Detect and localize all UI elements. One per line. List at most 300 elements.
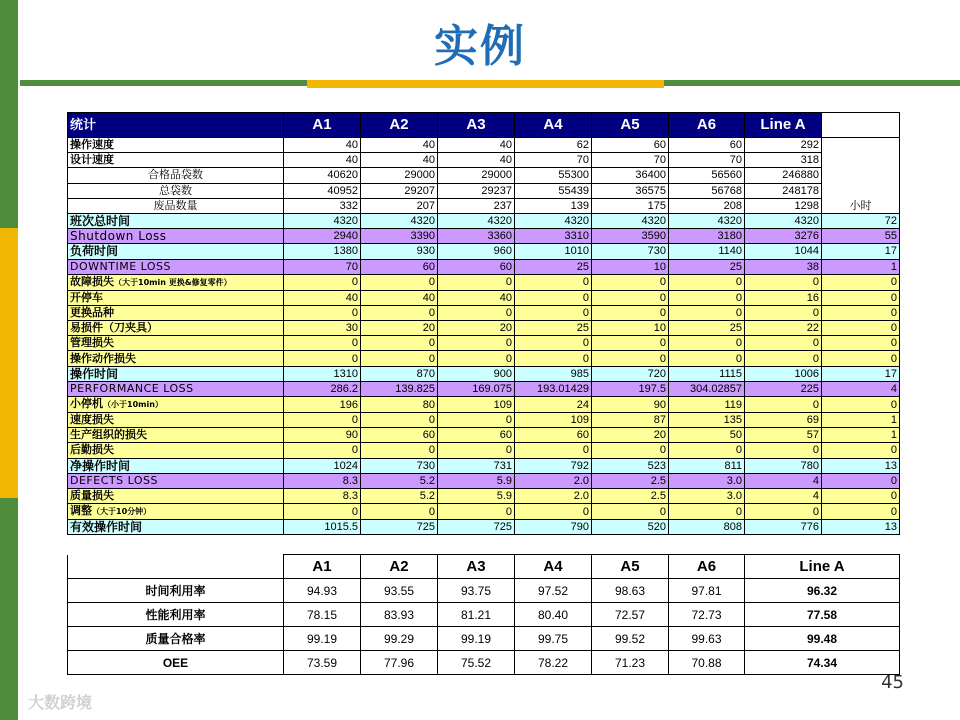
table-cell: 0: [822, 336, 900, 351]
table-cell: 725: [438, 520, 515, 535]
table-cell: 4320: [592, 213, 669, 228]
table-cell: 1380: [284, 244, 361, 259]
table-cell: 4320: [669, 213, 745, 228]
table-cell: 730: [592, 244, 669, 259]
table-cell: 0: [438, 274, 515, 290]
table-row: [68, 153, 900, 168]
table-cell: 0: [822, 397, 900, 413]
col-header: A2: [361, 555, 438, 579]
table-cell: 29000: [438, 168, 515, 183]
table-cell: 730: [361, 458, 438, 473]
table-row: [68, 413, 900, 428]
metric-cell: 99.29: [361, 627, 438, 651]
table-cell: 1024: [284, 458, 361, 473]
table-cell: 56560: [669, 168, 745, 183]
col-header: Line A: [745, 555, 900, 579]
table-header-row: [68, 113, 900, 138]
table-cell: 197.5: [592, 381, 669, 396]
left-accent-bar-yellow: [0, 228, 18, 498]
table-cell: 2.0: [515, 473, 592, 488]
table-cell: 0: [745, 504, 822, 520]
row-label-note: （小于10min）: [103, 400, 163, 409]
table-cell: 318: [745, 153, 822, 168]
table-cell: 207: [361, 198, 438, 213]
table-cell: 3180: [669, 229, 745, 244]
table-row: [68, 321, 900, 336]
table-cell: 0: [822, 351, 900, 366]
row-label: 开停车: [68, 290, 284, 305]
table-cell: 40: [284, 290, 361, 305]
table-cell: 70: [669, 153, 745, 168]
col-header: A5: [592, 555, 669, 579]
table-cell: 196: [284, 397, 361, 413]
table-cell: 0: [822, 321, 900, 336]
table-cell: 0: [284, 413, 361, 428]
table-cell: 135: [669, 413, 745, 428]
table-cell: 0: [361, 351, 438, 366]
page-number: 45: [881, 672, 904, 693]
table-cell: 0: [592, 336, 669, 351]
row-label: 净操作时间: [68, 458, 284, 473]
table-cell: 808: [669, 520, 745, 535]
table-cell: 3390: [361, 229, 438, 244]
table-cell: 40: [438, 138, 515, 153]
table-cell: 0: [745, 336, 822, 351]
table-cell: 169.075: [438, 381, 515, 396]
row-label-note: （大于10分钟）: [92, 507, 152, 517]
metric-cell: 71.23: [592, 651, 669, 675]
col-header: A2: [361, 113, 438, 138]
table-row: [68, 198, 900, 213]
table-row: [68, 259, 900, 274]
row-label: 易损件（刀夹具）: [68, 321, 284, 336]
table-cell: 109: [438, 397, 515, 413]
row-label: 班次总时间: [68, 213, 284, 228]
table-row: [68, 213, 900, 228]
table-row: [68, 520, 900, 535]
table-cell: 20: [438, 321, 515, 336]
row-label: 废品数量: [68, 198, 284, 213]
row-label: 操作动作损失: [68, 351, 284, 366]
table-cell: 0: [669, 305, 745, 320]
table-cell: 29237: [438, 183, 515, 198]
table-cell: 960: [438, 244, 515, 259]
table-cell: 1: [822, 413, 900, 428]
table-cell: 40620: [284, 168, 361, 183]
table-cell: 25: [669, 321, 745, 336]
table-cell: 175: [592, 198, 669, 213]
table-corner: 统计: [68, 113, 284, 138]
table-cell: 0: [592, 274, 669, 290]
metric-cell: 72.73: [669, 603, 745, 627]
table-cell: 0: [438, 351, 515, 366]
table-row: [68, 138, 900, 153]
table-cell: 0: [822, 443, 900, 458]
table-cell: 2.5: [592, 473, 669, 488]
table-row: [68, 397, 900, 413]
table-cell: 930: [361, 244, 438, 259]
table-cell: 0: [745, 351, 822, 366]
metrics-header-row: [68, 555, 900, 579]
metric-line-total: 99.48: [745, 627, 900, 651]
table-cell: 4320: [284, 213, 361, 228]
row-label: Shutdown Loss: [68, 229, 284, 244]
col-header: A3: [438, 113, 515, 138]
table-cell: 29207: [361, 183, 438, 198]
table-cell: 0: [822, 504, 900, 520]
table-cell: 0: [515, 443, 592, 458]
row-label: 操作速度: [68, 138, 284, 153]
table-cell: 109: [515, 413, 592, 428]
row-label: 操作时间: [68, 366, 284, 381]
table-cell: 60: [438, 259, 515, 274]
row-label: 质量损失: [68, 488, 284, 503]
table-cell: 4: [745, 473, 822, 488]
table-cell: 0: [669, 351, 745, 366]
col-header: A4: [515, 555, 592, 579]
table-cell: 523: [592, 458, 669, 473]
unit-label: 小时: [849, 198, 872, 212]
col-header: A6: [669, 113, 745, 138]
table-cell: 0: [822, 290, 900, 305]
table-cell: 2.5: [592, 488, 669, 503]
metric-cell: 94.93: [284, 579, 361, 603]
table-cell: 13: [822, 458, 900, 473]
metric-cell: 98.63: [592, 579, 669, 603]
row-label: 有效操作时间: [68, 520, 284, 535]
metric-cell: 97.52: [515, 579, 592, 603]
table-cell: 119: [669, 397, 745, 413]
metric-cell: 80.40: [515, 603, 592, 627]
table-cell: 0: [592, 351, 669, 366]
table-cell: 0: [822, 473, 900, 488]
metric-cell: 97.81: [669, 579, 745, 603]
table-cell: 0: [361, 413, 438, 428]
table-cell: 0: [592, 305, 669, 320]
row-label: PERFORMANCE LOSS: [68, 381, 284, 396]
metric-cell: 93.55: [361, 579, 438, 603]
row-label: 负荷时间: [68, 244, 284, 259]
table-cell: 0: [361, 305, 438, 320]
table-cell: 5.2: [361, 488, 438, 503]
table-cell: 225: [745, 381, 822, 396]
table-cell: 0: [515, 305, 592, 320]
table-cell: 70: [592, 153, 669, 168]
row-label-text: 调整: [70, 504, 92, 518]
table-cell: 139.825: [361, 381, 438, 396]
table-cell: 776: [745, 520, 822, 535]
table-row: [68, 488, 900, 503]
table-row: [68, 305, 900, 320]
table-cell: 1015.5: [284, 520, 361, 535]
table-cell: 3590: [592, 229, 669, 244]
table-cell: 4320: [745, 213, 822, 228]
table-cell: 60: [669, 138, 745, 153]
table-cell: 237: [438, 198, 515, 213]
table-cell: 60: [592, 138, 669, 153]
table-cell: 985: [515, 366, 592, 381]
table-cell: 57: [745, 428, 822, 443]
table-cell: 139: [515, 198, 592, 213]
table-cell: 0: [284, 336, 361, 351]
metric-label: 性能利用率: [68, 603, 284, 627]
table-cell: 87: [592, 413, 669, 428]
table-cell: 3276: [745, 229, 822, 244]
table-row: [68, 290, 900, 305]
row-label: DOWNTIME LOSS: [68, 259, 284, 274]
row-label: [68, 274, 284, 290]
col-header: A5: [592, 113, 669, 138]
table-row: [68, 336, 900, 351]
table-cell: 0: [515, 336, 592, 351]
metric-cell: 73.59: [284, 651, 361, 675]
table-cell: 1044: [745, 244, 822, 259]
col-header: A3: [438, 555, 515, 579]
table-cell: 3360: [438, 229, 515, 244]
row-label-note: （大于10min 更换&修复零件）: [114, 277, 232, 287]
metric-cell: 93.75: [438, 579, 515, 603]
table-cell: 720: [592, 366, 669, 381]
metrics-row: [68, 651, 900, 675]
metrics-row: [68, 603, 900, 627]
row-label: 更换品种: [68, 305, 284, 320]
table-cell: 17: [822, 244, 900, 259]
table-cell: 0: [361, 274, 438, 290]
table-row: [68, 229, 900, 244]
table-row: [68, 168, 900, 183]
table-cell: 0: [592, 290, 669, 305]
metric-line-total: 96.32: [745, 579, 900, 603]
table-cell: 0: [669, 504, 745, 520]
unit-cell: [822, 138, 900, 214]
table-cell: 0: [745, 274, 822, 290]
table-cell: 36400: [592, 168, 669, 183]
table-cell: 3310: [515, 229, 592, 244]
table-cell: 0: [284, 305, 361, 320]
table-cell: 55300: [515, 168, 592, 183]
table-cell: 25: [515, 259, 592, 274]
table-row: [68, 274, 900, 290]
oee-data-table: [67, 112, 900, 535]
table-cell: 40: [438, 290, 515, 305]
table-cell: 0: [515, 290, 592, 305]
metric-cell: 78.15: [284, 603, 361, 627]
table-cell: 193.01429: [515, 381, 592, 396]
table-cell: 1: [822, 259, 900, 274]
table-cell: 13: [822, 520, 900, 535]
table-cell: 40: [284, 153, 361, 168]
oee-metrics-table: [67, 554, 900, 675]
row-label: 合格品袋数: [68, 168, 284, 183]
table-cell: 60: [438, 428, 515, 443]
table-cell: 72: [822, 213, 900, 228]
table-cell: 0: [361, 504, 438, 520]
row-label: 速度损失: [68, 413, 284, 428]
col-header: Line A: [745, 113, 822, 138]
table-cell: 24: [515, 397, 592, 413]
table-cell: 0: [822, 488, 900, 503]
table-row: [68, 366, 900, 381]
row-label: [68, 504, 284, 520]
table-cell: 1006: [745, 366, 822, 381]
table-cell: 17: [822, 366, 900, 381]
table-cell: 520: [592, 520, 669, 535]
table-cell: 0: [745, 443, 822, 458]
table-cell: 50: [669, 428, 745, 443]
table-cell: 304.02857: [669, 381, 745, 396]
table-cell: 0: [822, 274, 900, 290]
metric-label: OEE: [68, 651, 284, 675]
table-cell: 0: [438, 443, 515, 458]
metrics-row: [68, 579, 900, 603]
table-cell: 0: [515, 351, 592, 366]
metric-cell: 83.93: [361, 603, 438, 627]
row-label-text: 故障损失: [70, 274, 114, 288]
table-cell: 16: [745, 290, 822, 305]
slide-title: 实例: [434, 21, 526, 72]
table-cell: 1: [822, 428, 900, 443]
table-cell: 3.0: [669, 473, 745, 488]
table-cell: 25: [669, 259, 745, 274]
table-cell: 5.2: [361, 473, 438, 488]
table-cell: 1298: [745, 198, 822, 213]
table-cell: 22: [745, 321, 822, 336]
table-cell: 248178: [745, 183, 822, 198]
table-cell: 208: [669, 198, 745, 213]
metric-cell: 75.52: [438, 651, 515, 675]
table-cell: 55439: [515, 183, 592, 198]
table-cell: 30: [284, 321, 361, 336]
table-cell: 40: [361, 290, 438, 305]
table-cell: 0: [592, 504, 669, 520]
table-row: [68, 473, 900, 488]
table-cell: 90: [592, 397, 669, 413]
row-label-text: 小停机: [70, 397, 103, 410]
table-cell: 69: [745, 413, 822, 428]
table-row: [68, 458, 900, 473]
table-cell: 0: [515, 504, 592, 520]
table-cell: 1010: [515, 244, 592, 259]
table-cell: 70: [515, 153, 592, 168]
table-cell: 4320: [361, 213, 438, 228]
metrics-row: [68, 627, 900, 651]
table-cell: 5.9: [438, 488, 515, 503]
table-cell: 3.0: [669, 488, 745, 503]
metric-cell: 78.22: [515, 651, 592, 675]
table-cell: 286.2: [284, 381, 361, 396]
table-cell: 0: [361, 336, 438, 351]
table-cell: 0: [284, 504, 361, 520]
table-cell: 4: [822, 381, 900, 396]
table-cell: 1140: [669, 244, 745, 259]
table-cell: 62: [515, 138, 592, 153]
table-cell: 332: [284, 198, 361, 213]
table-cell: 36575: [592, 183, 669, 198]
metric-cell: 99.75: [515, 627, 592, 651]
table-cell: 870: [361, 366, 438, 381]
table-cell: 292: [745, 138, 822, 153]
table-cell: 0: [669, 443, 745, 458]
table-cell: 40: [361, 138, 438, 153]
table-cell: 60: [515, 428, 592, 443]
table-cell: 0: [438, 336, 515, 351]
table-cell: 5.9: [438, 473, 515, 488]
table-cell: 40: [361, 153, 438, 168]
table-cell: 0: [361, 443, 438, 458]
row-label: DEFECTS LOSS: [68, 473, 284, 488]
table-cell: 731: [438, 458, 515, 473]
table-row: [68, 443, 900, 458]
table-cell: 0: [822, 305, 900, 320]
table-cell: 10: [592, 259, 669, 274]
table-row: [68, 504, 900, 520]
table-row: [68, 428, 900, 443]
table-row: [68, 244, 900, 259]
table-cell: 25: [515, 321, 592, 336]
metric-line-total: 74.34: [745, 651, 900, 675]
table-cell: 0: [669, 290, 745, 305]
metric-label: 质量合格率: [68, 627, 284, 651]
table-cell: 20: [361, 321, 438, 336]
table-cell: 8.3: [284, 488, 361, 503]
title-rule-accent: [307, 80, 664, 88]
table-cell: 900: [438, 366, 515, 381]
table-cell: 0: [515, 274, 592, 290]
table-cell: 70: [284, 259, 361, 274]
metric-line-total: 77.58: [745, 603, 900, 627]
row-label: 管理损失: [68, 336, 284, 351]
table-cell: 1310: [284, 366, 361, 381]
table-cell: 90: [284, 428, 361, 443]
table-row: [68, 183, 900, 198]
metric-cell: 99.63: [669, 627, 745, 651]
metric-cell: 99.19: [438, 627, 515, 651]
table-cell: 0: [284, 443, 361, 458]
table-cell: 0: [592, 443, 669, 458]
table-cell: 0: [438, 504, 515, 520]
table-cell: 4320: [515, 213, 592, 228]
table-cell: 20: [592, 428, 669, 443]
row-label: [68, 397, 284, 413]
metric-cell: 81.21: [438, 603, 515, 627]
table-cell: 4: [745, 488, 822, 503]
metric-cell: 99.52: [592, 627, 669, 651]
left-accent-bar-bottom: [0, 498, 18, 720]
row-label: 后勤损失: [68, 443, 284, 458]
table-cell: 0: [284, 274, 361, 290]
table-cell: 80: [361, 397, 438, 413]
table-cell: 792: [515, 458, 592, 473]
watermark-logo: 大数跨境: [28, 693, 93, 712]
table-cell: 0: [438, 413, 515, 428]
metric-cell: 77.96: [361, 651, 438, 675]
metric-cell: 72.57: [592, 603, 669, 627]
table-cell: 8.3: [284, 473, 361, 488]
table-row: [68, 381, 900, 396]
table-cell: 56768: [669, 183, 745, 198]
table-cell: 0: [284, 351, 361, 366]
table-cell: 0: [745, 397, 822, 413]
table-cell: 0: [669, 274, 745, 290]
col-header: A1: [284, 555, 361, 579]
row-label: 设计速度: [68, 153, 284, 168]
table-cell: 0: [669, 336, 745, 351]
metric-cell: 70.88: [669, 651, 745, 675]
table-cell: 40: [284, 138, 361, 153]
col-header: A1: [284, 113, 361, 138]
table-cell: 38: [745, 259, 822, 274]
table-cell: 780: [745, 458, 822, 473]
